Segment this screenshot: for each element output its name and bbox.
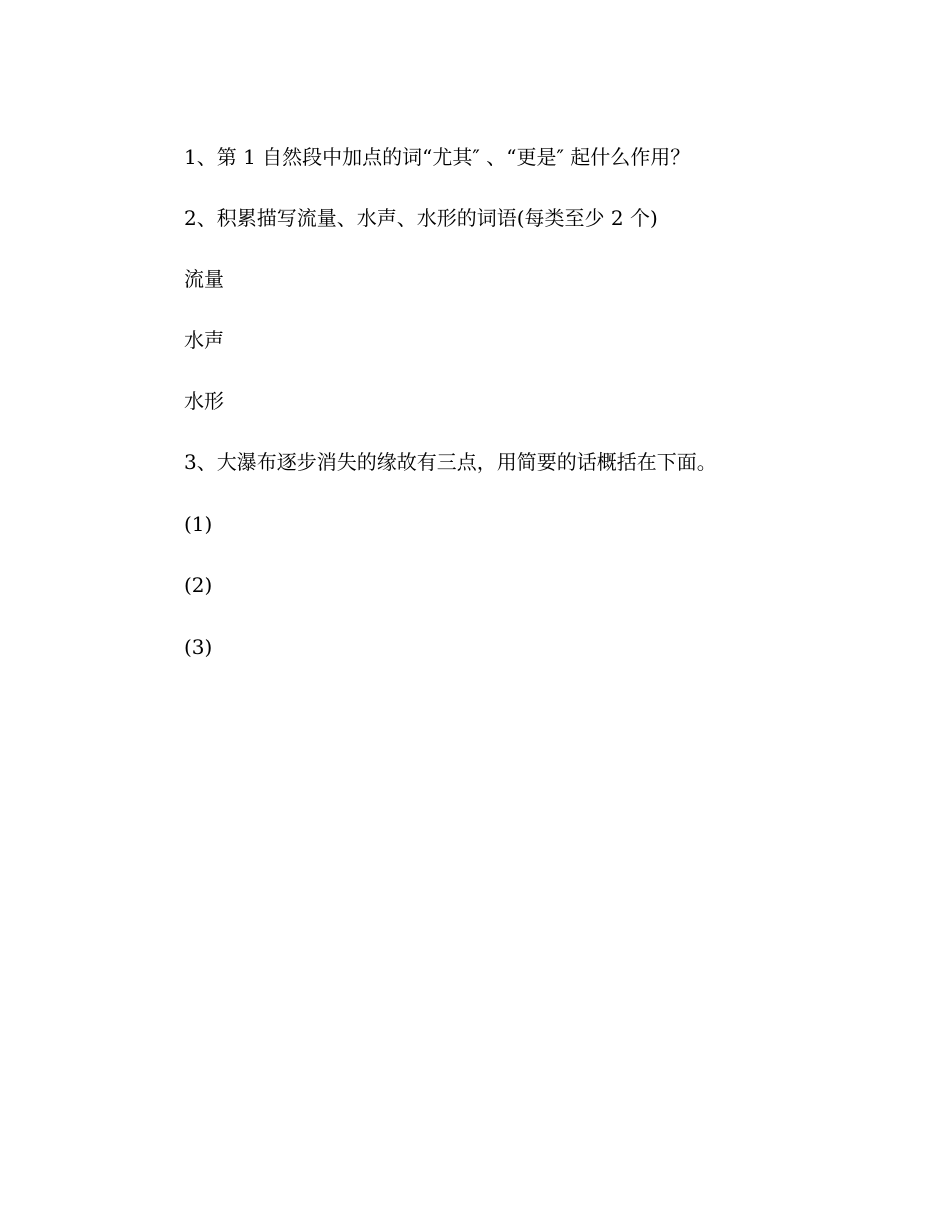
question-2: 2、积累描写流量、水声、水形的词语(每类至少 2 个)	[184, 206, 658, 230]
question-3: 3、大瀑布逐步消失的缘故有三点，用简要的话概括在下面。	[184, 450, 717, 474]
item-water-shape: 水形	[184, 389, 224, 413]
item-flow-volume: 流量	[184, 267, 224, 291]
answer-2: (2)	[184, 573, 213, 597]
item-water-sound: 水声	[184, 328, 224, 352]
answer-3: (3)	[184, 635, 213, 659]
answer-1: (1)	[184, 512, 213, 536]
question-1: 1、第 1 自然段中加点的词“尤其″ 、“更是″ 起什么作用？	[184, 145, 691, 169]
